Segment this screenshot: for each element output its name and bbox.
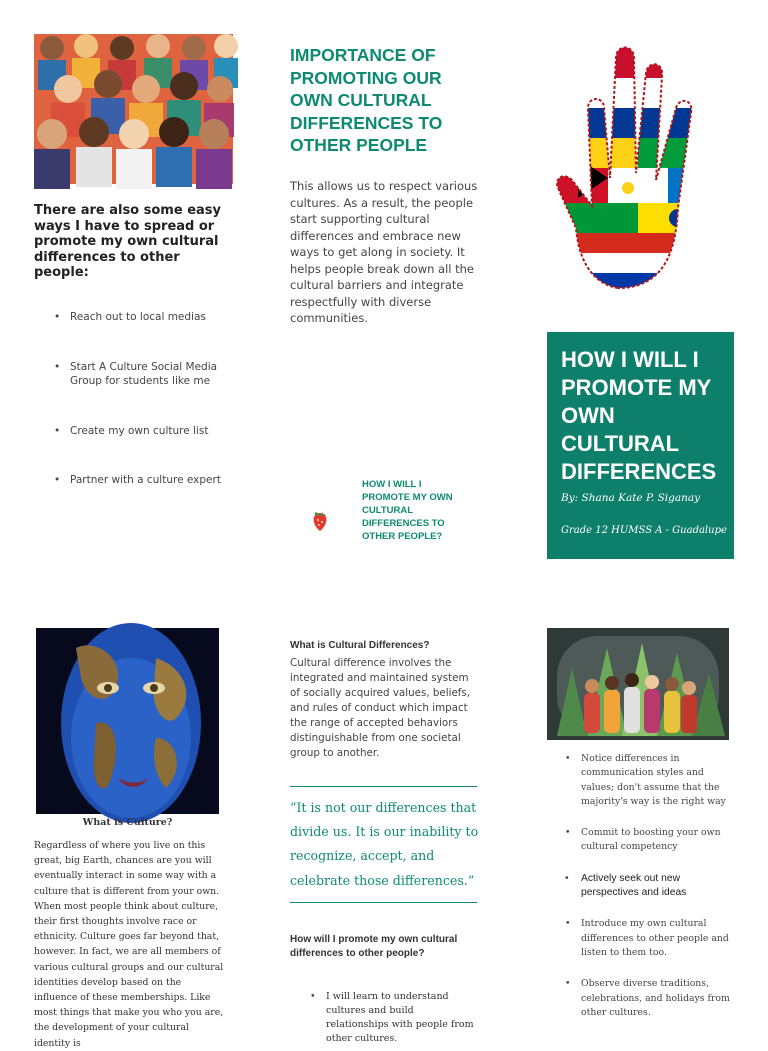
- importance-body: This allows us to respect various cultures. As a result, the people start supporting cultural differences and embrace new ways to get along in society. It helps people break down all the cultural barriers and integrate respectfully with diverse communities.: [290, 179, 478, 325]
- list-item: • Observe diverse traditions, celebrations, and holidays from other cultures.: [563, 977, 733, 1020]
- list-item: • Reach out to local medias: [52, 310, 222, 325]
- list-item: • Introduce my own cultural differences to other people and listen to them too.: [563, 917, 733, 960]
- cover-title: HOW I WILL I PROMOTE MY OWN CULTURAL DIFFERENCES: [561, 347, 717, 484]
- cultural-differences-heading: What is Cultural Differences?: [290, 640, 430, 651]
- culture-body: Regardless of where you live on this great, big Earth, chances are you will eventually interact in some way with a culture that is different from your own. When most people think about culture, their first thoughts involve race or ethnicity. Culture goes far beyond that, however. In fact, we are all members of various cultural groups and our cultural identities develop based on the influence of these memberships. Like most things that make you who you are, the development of your cultural identity is: [34, 840, 224, 1049]
- list-item: • Create my own culture list: [52, 424, 222, 439]
- promote-heading: How will I promote my own cultural differences to other people?: [290, 934, 458, 959]
- strawberry-logo-icon: [306, 505, 334, 533]
- culture-heading: What is Culture?: [82, 817, 173, 828]
- intro-heading: There are also some easy ways I have to spread or promote my own cultural differences to other people:: [34, 203, 222, 280]
- pull-quote: “It is not our differences that divide us. It is our inability to recognize, accept, and celebrate those differences.”: [290, 800, 479, 888]
- back-panel-title: HOW I WILL I PROMOTE MY OWN CULTURAL DIFFERENCES TO OTHER PEOPLE?: [362, 479, 453, 542]
- cover-author: By: Shana Kate P. Siganay: [561, 492, 701, 504]
- list-item: • I will learn to understand cultures and build relationships with people from other cultures.: [308, 990, 478, 1046]
- list-item: • Start A Culture Social Media Group for students like me: [52, 360, 222, 389]
- cover-grade: Grade 12 HUMSS A - Guadalupe: [561, 525, 727, 536]
- diverse-group-illustration: [547, 628, 729, 740]
- promote-list: [308, 990, 478, 1044]
- cultural-differences-body: Cultural difference involves the integrated and maintained system of socially acquired values, beliefs, and rules of conduct which impact the range of accepted behaviors distinguishable from one societal group to another.: [290, 657, 471, 759]
- earth-face-image: [36, 628, 219, 814]
- quote-bottom-divider: [290, 902, 477, 903]
- tips-list: [563, 752, 733, 1024]
- importance-title: IMPORTANCE OF PROMOTING OUR OWN CULTURAL DIFFERENCES TO OTHER PEOPLE: [290, 45, 443, 155]
- list-item: • Notice differences in communication styles and values; don't assume that the majority's way is the right way: [563, 752, 733, 809]
- hand-of-flags-image: [548, 38, 728, 302]
- quote-top-divider: [290, 786, 477, 787]
- list-item: • Actively seek out new perspectives and ideas: [563, 872, 733, 901]
- list-item: • Partner with a culture expert: [52, 473, 222, 488]
- diverse-crowd-illustration: [34, 34, 233, 184]
- list-item: • Commit to boosting your own cultural competency: [563, 826, 733, 855]
- ways-list: [52, 310, 222, 523]
